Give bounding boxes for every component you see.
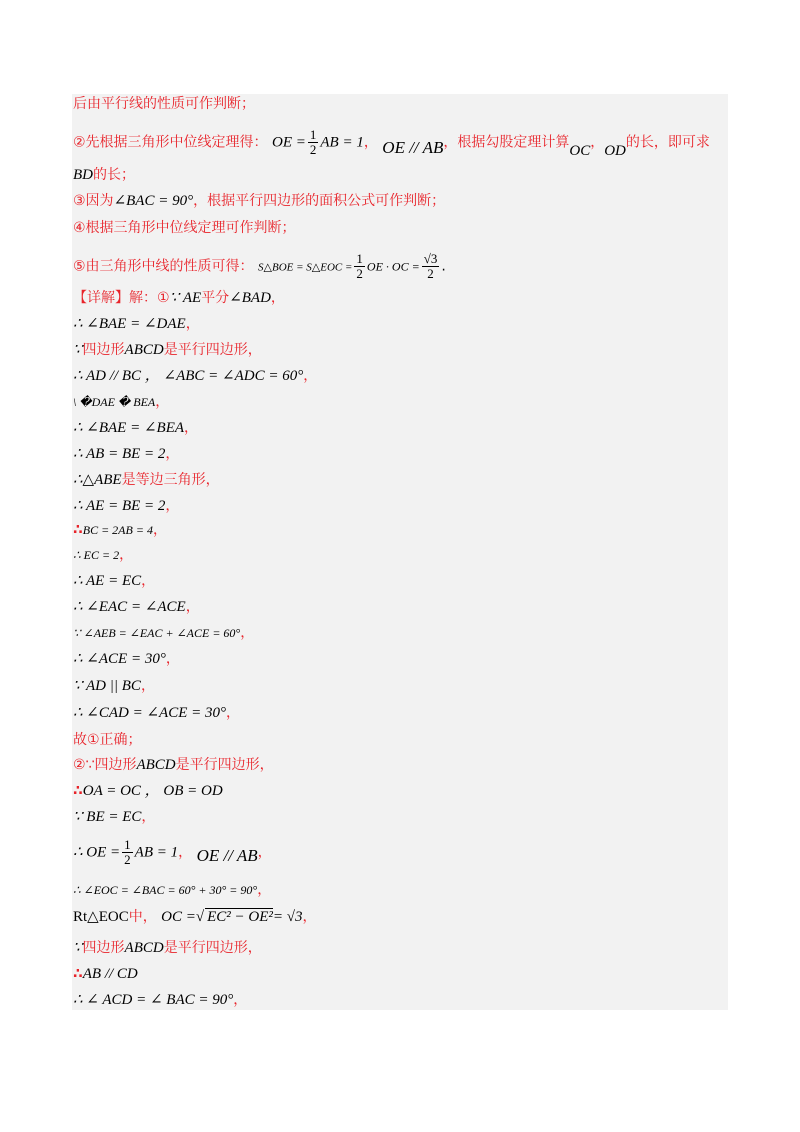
- text-line-28: ∴ OE = $\frac{1}{2}$ AB = 1， OE // AB，: [73, 837, 272, 867]
- text-line-20: ∵ ∠AEB = ∠EAC + ∠ACE = 60°，: [73, 625, 255, 641]
- text-line-4: ③因为∠BAC = 90°，根据平行四边形的面积公式可作判断；: [73, 193, 446, 209]
- text-line-3: BD的长；: [73, 167, 135, 183]
- text-line-31: ∵四边形ABCD是平行四边形，: [73, 940, 262, 956]
- text-line-12: ∴ ∠BAE = ∠BEA，: [73, 420, 199, 436]
- text-line-10: ∴ AD // BC ， ∠ABC = ∠ADC = 60°，: [73, 368, 318, 384]
- text-line-2: ②先根据三角形中位线定理得： OE = $\frac{1}{2}$ AB = 1， OE // AB，根据勾股定理计算OC，OD的长，即可求: [73, 127, 710, 159]
- text-line-33: ∴ ∠ ACD = ∠ BAC = 90°，: [73, 992, 248, 1008]
- text-line-25: ②∵四边形ABCD是平行四边形，: [73, 757, 274, 773]
- text-line-7: 【详解】解：①∵ AE平分∠BAD，: [73, 290, 285, 306]
- text-line-1: 后由平行线的性质可作判断；: [73, 96, 255, 112]
- text-line-24: 故①正确；: [73, 732, 142, 748]
- text-line-26: ∴OA = OC ， OB = OD: [73, 783, 223, 799]
- text-line-15: ∴ AE = BE = 2，: [73, 498, 180, 514]
- text-line-13: ∴ AB = BE = 2，: [73, 446, 180, 462]
- text-line-21: ∴ ∠ACE = 30°，: [73, 651, 180, 667]
- text-line-16: ∴BC = 2AB = 4，: [73, 522, 167, 538]
- text-line-18: ∴ AE = EC，: [73, 573, 156, 589]
- text-line-14: ∴△ABE是等边三角形，: [73, 472, 220, 488]
- text-line-17: ∴ EC = 2，: [73, 547, 134, 563]
- text-line-27: ∵ BE = EC，: [73, 809, 156, 825]
- text-line-11: \ �DAE � BEA，: [73, 394, 170, 410]
- text-line-32: ∴AB // CD: [73, 966, 138, 982]
- text-line-5: ④根据三角形中位线定理可作判断；: [73, 220, 296, 236]
- text-line-19: ∴ ∠EAC = ∠ACE，: [73, 599, 200, 615]
- fraction-half: $\frac{1}{2}$: [309, 127, 317, 157]
- text-line-23: ∴ ∠CAD = ∠ACE = 30°，: [73, 705, 241, 721]
- text-line-9: ∵四边形ABCD是平行四边形，: [73, 342, 262, 358]
- text-line-30: Rt△EOC中， OC =√ EC² − OE²= √3，: [73, 909, 317, 925]
- text-line-8: ∴ ∠BAE = ∠DAE，: [73, 316, 200, 332]
- text-line-22: ∵ AD || BC，: [73, 678, 155, 694]
- text-line-6: ⑤由三角形中线的性质可得： S△BOE = S△EOC = $\frac{1}{2}$ OE · OC = $\frac{√3}{2}$ .: [73, 251, 446, 281]
- text-line-29: ∴ ∠EOC = ∠BAC = 60° + 30° = 90°，: [73, 882, 272, 898]
